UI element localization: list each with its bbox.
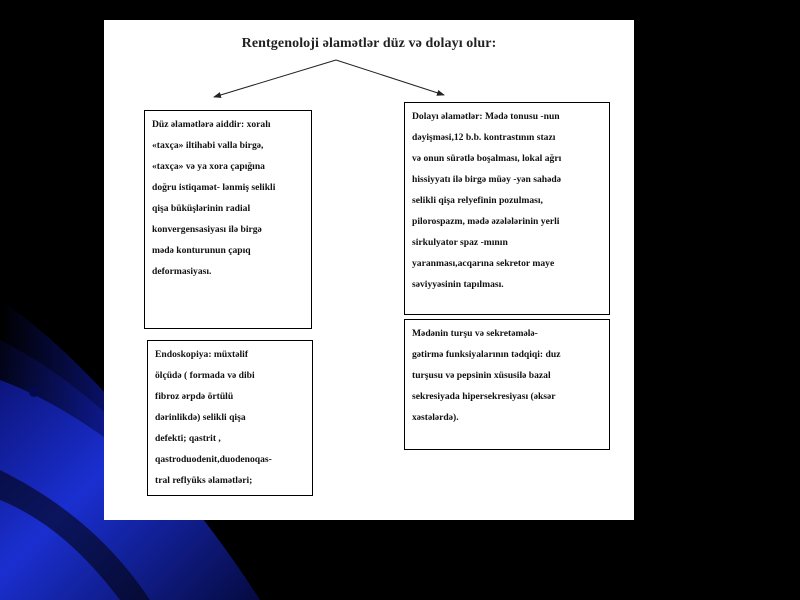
secretion-study-box [404, 319, 610, 450]
slide-title: Rentgenoloji əlamətlər düz və dolayı olur: [241, 36, 497, 51]
secretion-study-text: Mədənin turşu və sekretəmələ- gətirmə funksiyalarının tədqiqi: duz turşusu və pepsinin xüsusilə bazal sekresiyada hipersekresiyası (əksər xəstələrdə). [412, 328, 561, 423]
direct-signs-text: Düz əlamətlərə aiddir: xoralı «taxça» iltihabi valla birgə, «taxça» və ya xora çapığına doğru istiqamət- lənmiş selikli qişa büküşlərinin radial konvergensasiyası ilə birgə mədə konturunun çapıq deformasiyası. [152, 119, 276, 277]
endoscopy-text: Endoskopiya: müxtəlif ölçüdə ( formada və dibi fibroz ərpdə örtülü dərinlikdə) selikli qişa defekti; qastrit , qastroduodenit,duodenoqas- tral reflyüks əlamətləri; [155, 349, 272, 486]
endoscopy-box [147, 340, 313, 496]
slide-content-panel [104, 20, 634, 520]
indirect-signs-text: Dolayı əlamətlər: Mədə tonusu -nun dəyişməsi,12 b.b. kontrastının stazı və onun sürətlə boşalması, lokal ağrı hissiyyatı ilə birgə müəy -yən sahədə selikli qişa relyefinin pozulması, pilorospazm, mədə əzələlərinin yerli sirkulyator spaz -mının yaranması,acqarına sekretor maye səviyyəsinin tapılması. [412, 111, 562, 290]
arrow-left [214, 60, 336, 97]
direct-signs-box [144, 110, 312, 329]
arrow-right [336, 60, 444, 95]
indirect-signs-box [404, 102, 610, 315]
